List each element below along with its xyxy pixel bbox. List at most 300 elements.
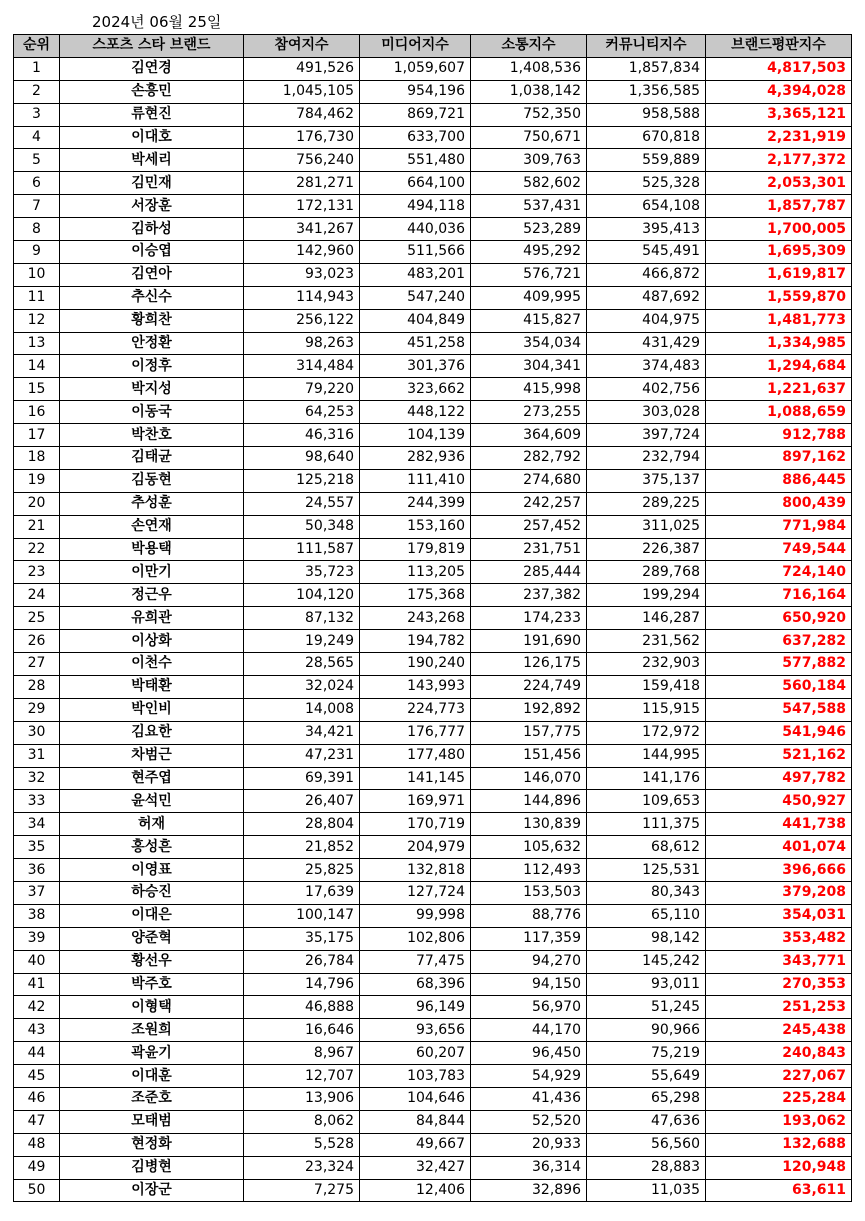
header-brand: 스포츠 스타 브랜드: [60, 35, 244, 58]
participation-cell: 341,267: [244, 218, 360, 241]
brand-name-cell: 황선우: [60, 950, 244, 973]
reputation-index-cell: 1,559,870: [706, 286, 852, 309]
reputation-index-cell: 1,700,005: [706, 218, 852, 241]
table-row: [14, 950, 852, 973]
media-cell: 12,406: [360, 1179, 471, 1202]
brand-name-cell: 이승엽: [60, 241, 244, 264]
table-row: [14, 767, 852, 790]
participation-cell: 98,263: [244, 332, 360, 355]
brand-name-cell: 이대호: [60, 126, 244, 149]
participation-cell: 35,723: [244, 561, 360, 584]
table-row: [14, 447, 852, 470]
reputation-index-cell: 2,231,919: [706, 126, 852, 149]
rank-cell: 42: [14, 996, 60, 1019]
table-row: [14, 195, 852, 218]
rank-cell: 46: [14, 1087, 60, 1110]
media-cell: 169,971: [360, 790, 471, 813]
rank-cell: 2: [14, 80, 60, 103]
community-cell: 68,612: [587, 836, 706, 859]
reputation-index-cell: 270,353: [706, 973, 852, 996]
communication-cell: 1,408,536: [471, 57, 587, 80]
media-cell: 204,979: [360, 836, 471, 859]
community-cell: 98,142: [587, 927, 706, 950]
media-cell: 141,145: [360, 767, 471, 790]
rank-cell: 28: [14, 675, 60, 698]
table-row: [14, 538, 852, 561]
participation-cell: 16,646: [244, 1019, 360, 1042]
media-cell: 551,480: [360, 149, 471, 172]
participation-cell: 50,348: [244, 515, 360, 538]
table-row: [14, 332, 852, 355]
participation-cell: 23,324: [244, 1156, 360, 1179]
reputation-index-cell: 251,253: [706, 996, 852, 1019]
rank-cell: 40: [14, 950, 60, 973]
participation-cell: 24,557: [244, 492, 360, 515]
communication-cell: 750,671: [471, 126, 587, 149]
brand-name-cell: 박찬호: [60, 424, 244, 447]
date-label: 2024년 06월 25일: [92, 13, 222, 31]
participation-cell: 87,132: [244, 607, 360, 630]
communication-cell: 224,749: [471, 675, 587, 698]
community-cell: 525,328: [587, 172, 706, 195]
participation-cell: 28,565: [244, 653, 360, 676]
participation-cell: 64,253: [244, 401, 360, 424]
community-cell: 232,903: [587, 653, 706, 676]
media-cell: 633,700: [360, 126, 471, 149]
participation-cell: 25,825: [244, 859, 360, 882]
communication-cell: 96,450: [471, 1042, 587, 1065]
communication-cell: 105,632: [471, 836, 587, 859]
media-cell: 440,036: [360, 218, 471, 241]
brand-name-cell: 조원희: [60, 1019, 244, 1042]
reputation-index-cell: 4,394,028: [706, 80, 852, 103]
media-cell: 113,205: [360, 561, 471, 584]
reputation-index-cell: 227,067: [706, 1065, 852, 1088]
brand-name-cell: 김하성: [60, 218, 244, 241]
community-cell: 65,298: [587, 1087, 706, 1110]
media-cell: 282,936: [360, 447, 471, 470]
community-cell: 47,636: [587, 1110, 706, 1133]
participation-cell: 47,231: [244, 744, 360, 767]
reputation-index-cell: 63,611: [706, 1179, 852, 1202]
media-cell: 869,721: [360, 103, 471, 126]
communication-cell: 523,289: [471, 218, 587, 241]
participation-cell: 13,906: [244, 1087, 360, 1110]
rank-cell: 47: [14, 1110, 60, 1133]
media-cell: 301,376: [360, 355, 471, 378]
community-cell: 28,883: [587, 1156, 706, 1179]
communication-cell: 495,292: [471, 241, 587, 264]
rank-cell: 45: [14, 1065, 60, 1088]
reputation-index-cell: 650,920: [706, 607, 852, 630]
communication-cell: 151,456: [471, 744, 587, 767]
communication-cell: 146,070: [471, 767, 587, 790]
reputation-index-cell: 1,481,773: [706, 309, 852, 332]
reputation-index-cell: 637,282: [706, 630, 852, 653]
reputation-index-cell: 521,162: [706, 744, 852, 767]
brand-name-cell: 박태환: [60, 675, 244, 698]
reputation-index-cell: 1,857,787: [706, 195, 852, 218]
participation-cell: 19,249: [244, 630, 360, 653]
rank-cell: 29: [14, 698, 60, 721]
brand-name-cell: 이상화: [60, 630, 244, 653]
media-cell: 170,719: [360, 813, 471, 836]
participation-cell: 26,784: [244, 950, 360, 973]
community-cell: 1,857,834: [587, 57, 706, 80]
rank-cell: 4: [14, 126, 60, 149]
rank-cell: 14: [14, 355, 60, 378]
rank-cell: 8: [14, 218, 60, 241]
community-cell: 144,995: [587, 744, 706, 767]
participation-cell: 100,147: [244, 904, 360, 927]
brand-name-cell: 류현진: [60, 103, 244, 126]
community-cell: 226,387: [587, 538, 706, 561]
rank-cell: 31: [14, 744, 60, 767]
brand-name-cell: 양준혁: [60, 927, 244, 950]
table-body: [14, 57, 852, 1202]
communication-cell: 1,038,142: [471, 80, 587, 103]
table-row: [14, 1065, 852, 1088]
communication-cell: 130,839: [471, 813, 587, 836]
rank-cell: 15: [14, 378, 60, 401]
communication-cell: 126,175: [471, 653, 587, 676]
participation-cell: 176,730: [244, 126, 360, 149]
community-cell: 56,560: [587, 1133, 706, 1156]
media-cell: 190,240: [360, 653, 471, 676]
table-row: [14, 881, 852, 904]
rank-cell: 6: [14, 172, 60, 195]
reputation-index-cell: 771,984: [706, 515, 852, 538]
community-cell: 93,011: [587, 973, 706, 996]
reputation-index-cell: 724,140: [706, 561, 852, 584]
reputation-index-cell: 1,221,637: [706, 378, 852, 401]
participation-cell: 1,045,105: [244, 80, 360, 103]
rank-cell: 10: [14, 263, 60, 286]
media-cell: 127,724: [360, 881, 471, 904]
brand-name-cell: 이형택: [60, 996, 244, 1019]
brand-reputation-table: [13, 34, 852, 1202]
table-header: [14, 35, 852, 58]
brand-name-cell: 김요한: [60, 721, 244, 744]
communication-cell: 537,431: [471, 195, 587, 218]
communication-cell: 415,827: [471, 309, 587, 332]
reputation-index-cell: 577,882: [706, 653, 852, 676]
community-cell: 75,219: [587, 1042, 706, 1065]
brand-name-cell: 안정환: [60, 332, 244, 355]
brand-name-cell: 김민재: [60, 172, 244, 195]
table-row: [14, 1087, 852, 1110]
participation-cell: 69,391: [244, 767, 360, 790]
header-communication: 소통지수: [471, 35, 587, 58]
community-cell: 231,562: [587, 630, 706, 653]
media-cell: 448,122: [360, 401, 471, 424]
rank-cell: 19: [14, 469, 60, 492]
community-cell: 55,649: [587, 1065, 706, 1088]
brand-name-cell: 하승진: [60, 881, 244, 904]
communication-cell: 257,452: [471, 515, 587, 538]
community-cell: 125,531: [587, 859, 706, 882]
community-cell: 199,294: [587, 584, 706, 607]
brand-name-cell: 김연아: [60, 263, 244, 286]
participation-cell: 7,275: [244, 1179, 360, 1202]
brand-name-cell: 김병현: [60, 1156, 244, 1179]
reputation-index-cell: 541,946: [706, 721, 852, 744]
reputation-index-cell: 800,439: [706, 492, 852, 515]
community-cell: 115,915: [587, 698, 706, 721]
brand-name-cell: 허재: [60, 813, 244, 836]
table-row: [14, 859, 852, 882]
table-row: [14, 927, 852, 950]
participation-cell: 21,852: [244, 836, 360, 859]
media-cell: 104,139: [360, 424, 471, 447]
community-cell: 145,242: [587, 950, 706, 973]
communication-cell: 576,721: [471, 263, 587, 286]
community-cell: 545,491: [587, 241, 706, 264]
brand-name-cell: 박인비: [60, 698, 244, 721]
reputation-index-cell: 3,365,121: [706, 103, 852, 126]
reputation-index-cell: 441,738: [706, 813, 852, 836]
participation-cell: 256,122: [244, 309, 360, 332]
media-cell: 244,399: [360, 492, 471, 515]
participation-cell: 93,023: [244, 263, 360, 286]
rank-cell: 9: [14, 241, 60, 264]
table-row: [14, 721, 852, 744]
rank-cell: 17: [14, 424, 60, 447]
community-cell: 80,343: [587, 881, 706, 904]
participation-cell: 114,943: [244, 286, 360, 309]
reputation-index-cell: 560,184: [706, 675, 852, 698]
media-cell: 32,427: [360, 1156, 471, 1179]
table-row: [14, 630, 852, 653]
brand-name-cell: 박주호: [60, 973, 244, 996]
table-row: [14, 126, 852, 149]
community-cell: 111,375: [587, 813, 706, 836]
table-row: [14, 309, 852, 332]
participation-cell: 28,804: [244, 813, 360, 836]
communication-cell: 192,892: [471, 698, 587, 721]
media-cell: 93,656: [360, 1019, 471, 1042]
communication-cell: 157,775: [471, 721, 587, 744]
communication-cell: 309,763: [471, 149, 587, 172]
rank-cell: 1: [14, 57, 60, 80]
community-cell: 11,035: [587, 1179, 706, 1202]
header-reputation-index: 브랜드평판지수: [706, 35, 852, 58]
participation-cell: 46,316: [244, 424, 360, 447]
table-row: [14, 1042, 852, 1065]
reputation-index-cell: 497,782: [706, 767, 852, 790]
communication-cell: 56,970: [471, 996, 587, 1019]
reputation-index-cell: 120,948: [706, 1156, 852, 1179]
table-row: [14, 790, 852, 813]
rank-cell: 44: [14, 1042, 60, 1065]
reputation-index-cell: 897,162: [706, 447, 852, 470]
brand-name-cell: 추신수: [60, 286, 244, 309]
media-cell: 1,059,607: [360, 57, 471, 80]
community-cell: 109,653: [587, 790, 706, 813]
brand-name-cell: 모태범: [60, 1110, 244, 1133]
brand-name-cell: 김연경: [60, 57, 244, 80]
communication-cell: 752,350: [471, 103, 587, 126]
communication-cell: 32,896: [471, 1179, 587, 1202]
table-row: [14, 973, 852, 996]
reputation-index-cell: 353,482: [706, 927, 852, 950]
brand-name-cell: 현정화: [60, 1133, 244, 1156]
reputation-index-cell: 245,438: [706, 1019, 852, 1042]
community-cell: 232,794: [587, 447, 706, 470]
media-cell: 132,818: [360, 859, 471, 882]
media-cell: 224,773: [360, 698, 471, 721]
table-row: [14, 172, 852, 195]
community-cell: 90,966: [587, 1019, 706, 1042]
header-community: 커뮤니티지수: [587, 35, 706, 58]
table-row: [14, 241, 852, 264]
media-cell: 103,783: [360, 1065, 471, 1088]
reputation-index-cell: 193,062: [706, 1110, 852, 1133]
brand-name-cell: 이동국: [60, 401, 244, 424]
participation-cell: 784,462: [244, 103, 360, 126]
communication-cell: 144,896: [471, 790, 587, 813]
participation-cell: 34,421: [244, 721, 360, 744]
header-row: [14, 35, 852, 58]
community-cell: 311,025: [587, 515, 706, 538]
brand-name-cell: 김태균: [60, 447, 244, 470]
media-cell: 954,196: [360, 80, 471, 103]
participation-cell: 281,271: [244, 172, 360, 195]
communication-cell: 20,933: [471, 1133, 587, 1156]
table-row: [14, 515, 852, 538]
brand-name-cell: 박세리: [60, 149, 244, 172]
table-row: [14, 1156, 852, 1179]
community-cell: 172,972: [587, 721, 706, 744]
reputation-index-cell: 1,294,684: [706, 355, 852, 378]
communication-cell: 54,929: [471, 1065, 587, 1088]
brand-name-cell: 윤석민: [60, 790, 244, 813]
table-row: [14, 698, 852, 721]
table-row: [14, 378, 852, 401]
table-row: [14, 103, 852, 126]
rank-cell: 11: [14, 286, 60, 309]
participation-cell: 98,640: [244, 447, 360, 470]
rank-cell: 16: [14, 401, 60, 424]
media-cell: 84,844: [360, 1110, 471, 1133]
participation-cell: 104,120: [244, 584, 360, 607]
reputation-index-cell: 132,688: [706, 1133, 852, 1156]
media-cell: 483,201: [360, 263, 471, 286]
brand-name-cell: 차범근: [60, 744, 244, 767]
table-row: [14, 1110, 852, 1133]
community-cell: 395,413: [587, 218, 706, 241]
table-row: [14, 1133, 852, 1156]
rank-cell: 30: [14, 721, 60, 744]
table-row: [14, 904, 852, 927]
participation-cell: 46,888: [244, 996, 360, 1019]
brand-name-cell: 이대훈: [60, 1065, 244, 1088]
table-row: [14, 80, 852, 103]
community-cell: 51,245: [587, 996, 706, 1019]
communication-cell: 94,270: [471, 950, 587, 973]
rank-cell: 22: [14, 538, 60, 561]
communication-cell: 242,257: [471, 492, 587, 515]
communication-cell: 112,493: [471, 859, 587, 882]
table-row: [14, 263, 852, 286]
table-row: [14, 355, 852, 378]
table-row: [14, 286, 852, 309]
reputation-index-cell: 1,088,659: [706, 401, 852, 424]
communication-cell: 117,359: [471, 927, 587, 950]
brand-name-cell: 이영표: [60, 859, 244, 882]
rank-cell: 18: [14, 447, 60, 470]
reputation-index-cell: 1,334,985: [706, 332, 852, 355]
community-cell: 404,975: [587, 309, 706, 332]
reputation-index-cell: 240,843: [706, 1042, 852, 1065]
communication-cell: 153,503: [471, 881, 587, 904]
rank-cell: 36: [14, 859, 60, 882]
media-cell: 177,480: [360, 744, 471, 767]
reputation-index-cell: 4,817,503: [706, 57, 852, 80]
reputation-index-cell: 749,544: [706, 538, 852, 561]
communication-cell: 364,609: [471, 424, 587, 447]
media-cell: 104,646: [360, 1087, 471, 1110]
table-row: [14, 57, 852, 80]
rank-cell: 3: [14, 103, 60, 126]
media-cell: 176,777: [360, 721, 471, 744]
participation-cell: 8,062: [244, 1110, 360, 1133]
community-cell: 289,768: [587, 561, 706, 584]
brand-name-cell: 김동현: [60, 469, 244, 492]
reputation-index-cell: 343,771: [706, 950, 852, 973]
brand-name-cell: 박지성: [60, 378, 244, 401]
media-cell: 68,396: [360, 973, 471, 996]
brand-name-cell: 박용택: [60, 538, 244, 561]
community-cell: 289,225: [587, 492, 706, 515]
communication-cell: 174,233: [471, 607, 587, 630]
media-cell: 143,993: [360, 675, 471, 698]
reputation-index-cell: 886,445: [706, 469, 852, 492]
media-cell: 153,160: [360, 515, 471, 538]
participation-cell: 79,220: [244, 378, 360, 401]
brand-name-cell: 손연재: [60, 515, 244, 538]
header-rank: 순위: [14, 35, 60, 58]
reputation-index-cell: 1,619,817: [706, 263, 852, 286]
media-cell: 99,998: [360, 904, 471, 927]
community-cell: 402,756: [587, 378, 706, 401]
community-cell: 487,692: [587, 286, 706, 309]
community-cell: 466,872: [587, 263, 706, 286]
rank-cell: 39: [14, 927, 60, 950]
participation-cell: 14,008: [244, 698, 360, 721]
communication-cell: 44,170: [471, 1019, 587, 1042]
brand-name-cell: 정근우: [60, 584, 244, 607]
reputation-index-cell: 354,031: [706, 904, 852, 927]
communication-cell: 582,602: [471, 172, 587, 195]
brand-name-cell: 현주엽: [60, 767, 244, 790]
media-cell: 511,566: [360, 241, 471, 264]
reputation-index-cell: 450,927: [706, 790, 852, 813]
media-cell: 547,240: [360, 286, 471, 309]
communication-cell: 231,751: [471, 538, 587, 561]
rank-cell: 50: [14, 1179, 60, 1202]
participation-cell: 17,639: [244, 881, 360, 904]
brand-name-cell: 서장훈: [60, 195, 244, 218]
community-cell: 670,818: [587, 126, 706, 149]
rank-cell: 23: [14, 561, 60, 584]
participation-cell: 314,484: [244, 355, 360, 378]
table-row: [14, 1019, 852, 1042]
communication-cell: 285,444: [471, 561, 587, 584]
reputation-index-cell: 225,284: [706, 1087, 852, 1110]
community-cell: 374,483: [587, 355, 706, 378]
table-row: [14, 561, 852, 584]
